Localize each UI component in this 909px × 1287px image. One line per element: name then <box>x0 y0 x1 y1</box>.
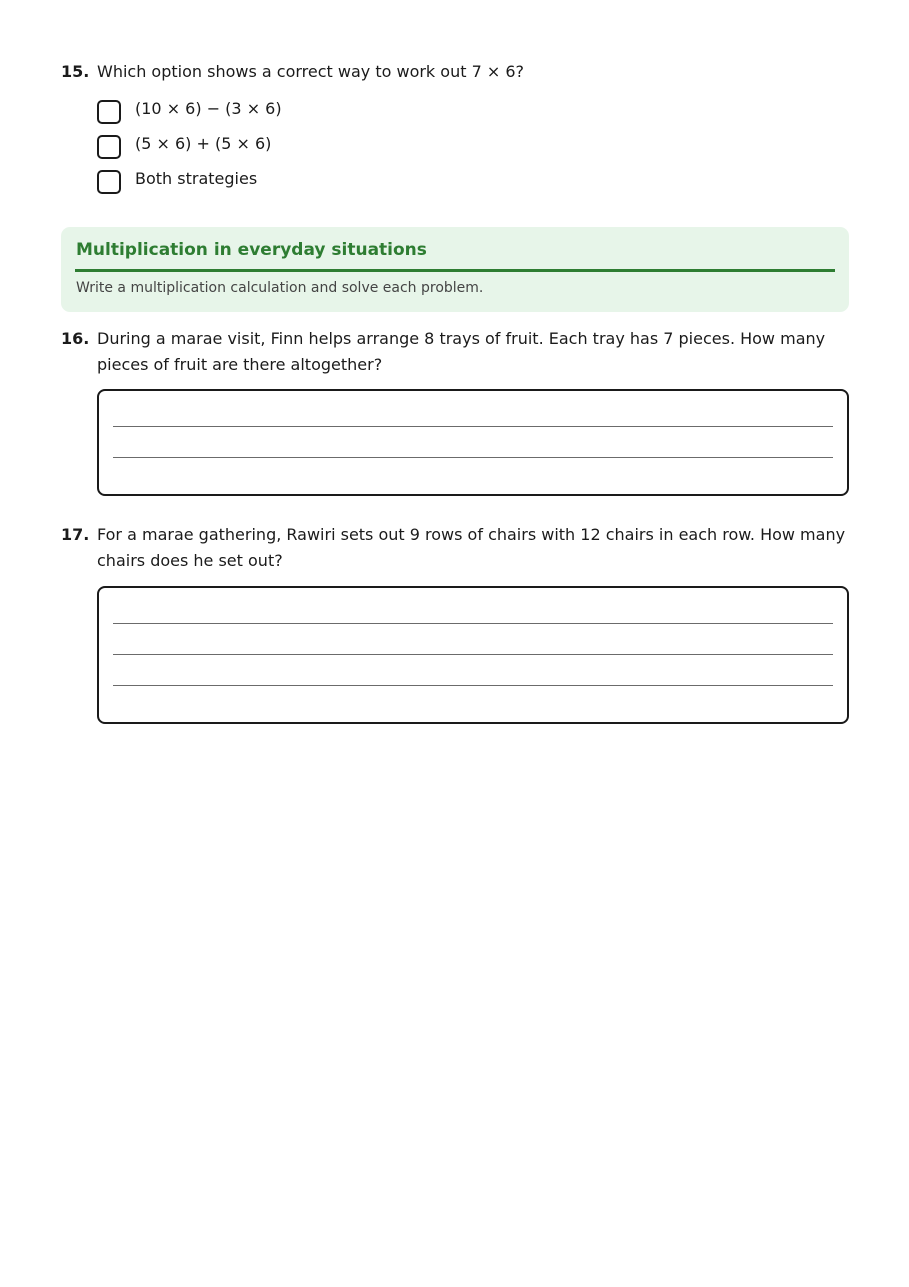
option-row <box>61 133 851 163</box>
option-1-label: (10 × 6) − (3 × 6) <box>135 99 282 118</box>
answer-box-17[interactable] <box>97 586 849 724</box>
question-text: For a marae gathering, Rawiri sets out 9 rows of chairs with 12 chairs in each row. How many chairs does he set out? <box>97 525 846 570</box>
option-2-checkbox[interactable] <box>97 135 121 159</box>
answer-box-16[interactable] <box>97 389 849 496</box>
answer-line <box>113 685 833 686</box>
question-number: 16. <box>61 329 90 348</box>
option-3[interactable] <box>97 168 257 196</box>
answer-line <box>113 654 833 655</box>
question-text: Which option shows a correct way to work out 7 × 6? <box>97 62 524 81</box>
option-1[interactable] <box>97 98 282 126</box>
option-2[interactable] <box>97 133 271 161</box>
answer-line <box>113 623 833 624</box>
option-row <box>61 98 851 128</box>
question-number: 15. <box>61 62 90 81</box>
option-row <box>61 168 851 198</box>
section-instruction: Write a multiplication calculation and solve each problem. <box>76 280 484 296</box>
question-17 <box>61 522 851 576</box>
question-text: During a marae visit, Finn helps arrange 8 trays of fruit. Each tray has 7 pieces. How many pieces of fruit are there altogether? <box>97 329 826 374</box>
option-3-checkbox[interactable] <box>97 170 121 194</box>
answer-line <box>113 426 833 427</box>
option-2-label: (5 × 6) + (5 × 6) <box>135 134 272 153</box>
section-title: Multiplication in everyday situations <box>76 240 427 260</box>
section-divider <box>75 269 835 272</box>
question-16 <box>61 326 851 380</box>
section-banner <box>61 227 849 312</box>
question-number: 17. <box>61 525 90 544</box>
option-1-checkbox[interactable] <box>97 100 121 124</box>
option-3-label: Both strategies <box>135 169 258 188</box>
answer-line <box>113 457 833 458</box>
